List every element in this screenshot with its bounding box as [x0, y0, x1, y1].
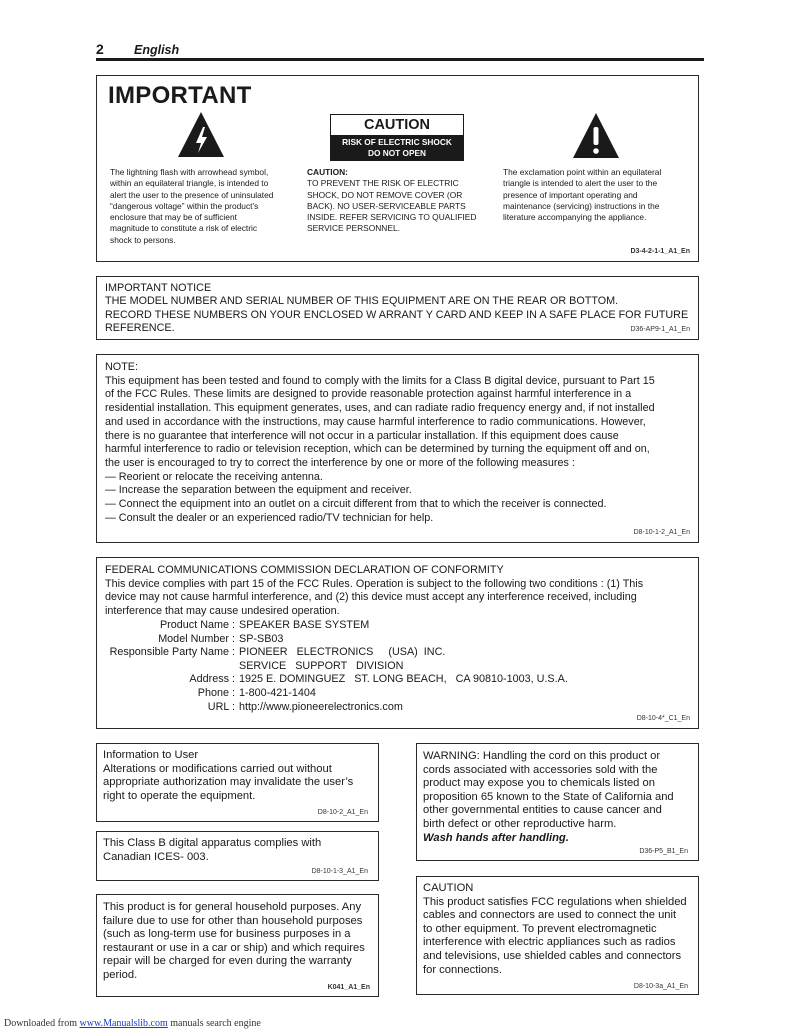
- doc-code: D8-10-3a_A1_En: [633, 983, 688, 990]
- doc-code: D8-10-1-2_A1_En: [633, 529, 690, 536]
- warning-box: [416, 743, 699, 861]
- fcc-declaration-intro: FEDERAL COMMUNICATIONS COMMISSION DECLARATION OF CONFORMITY This device complies with part 15 of the FCC Rules. Operation is subject to the following two conditions : (1) This device may not cause harmful interference, and (2) this device must accept any interference received, including interference that may cause undesired operation.: [105, 564, 644, 617]
- important-notice-box: [96, 276, 699, 340]
- fcc-row: [97, 701, 697, 715]
- fcc-row-label: URL :: [207, 700, 235, 713]
- fcc-row-value: http://www.pioneerelectronics.com: [239, 700, 403, 713]
- fcc-row-label: Phone :: [197, 686, 235, 699]
- household-purpose-text: This product is for general household purposes. Any failure due to use for other than household purposes (such as long-term use for business purposes in a restaurant or use in a car or ship) and which requires repair will be charged for even during the warranty period.: [103, 901, 365, 981]
- fcc-row-value: SERVICE SUPPORT DIVISION: [239, 659, 404, 672]
- footer-prefix: Downloaded from: [4, 1018, 78, 1029]
- information-to-user-text: Information to User Alterations or modifications carried out without appropriate authorization may invalidate the user’s right to operate the equipment.: [103, 749, 354, 802]
- download-footer: [4, 1018, 261, 1029]
- caution-heading: CAUTION: [363, 117, 431, 133]
- warning-text: WARNING: Handling the cord on this product or cords associated with accessories sold with the product may expose you to chemicals listed on proposition 65 known to the State of California and other governmental entities to cause cancer and birth defect or other reproductive harm.: [423, 750, 674, 830]
- class-b-box: [96, 831, 379, 881]
- fcc-row: [97, 633, 697, 647]
- fcc-row-label: Product Name :: [159, 619, 235, 631]
- warning-emphasis: Wash hands after handling.: [423, 832, 569, 844]
- fcc-row: [97, 646, 697, 660]
- important-notice-text: IMPORTANT NOTICE THE MODEL NUMBER AND SERIAL NUMBER OF THIS EQUIPMENT ARE ON THE REAR OR BOTTOM. RECORD THESE NUMBERS ON YOUR ENCLOSED W ARRANT Y CARD AND KEEP IN A SAFE PLACE FOR FUTURE REFERENCE.: [105, 282, 689, 335]
- doc-code: D8-10-2_A1_En: [317, 809, 368, 816]
- fcc-note-box: [96, 354, 699, 543]
- manualslib-link[interactable]: www.Manualslib.com: [79, 1018, 168, 1029]
- household-purpose-box: [96, 894, 379, 997]
- fcc-row-label: Model Number :: [158, 632, 235, 645]
- class-b-text: This Class B digital apparatus complies with Canadian ICES- 003.: [103, 837, 322, 863]
- lightning-description: The lightning flash with arrowhead symbol, within an equilateral triangle, is intended to alert the user to the presence of uninsulated “dangerous voltage” within the product’s enclosure that may be of sufficient magnitude to constitute a risk of electric shock to persons.: [110, 167, 274, 245]
- shielded-cable-caution-box: [416, 876, 699, 995]
- header-rule: [96, 58, 704, 61]
- fcc-row-label: Responsible Party Name :: [109, 646, 235, 659]
- footer-suffix: manuals search engine: [170, 1018, 261, 1029]
- lightning-warning-icon: [176, 110, 226, 160]
- caution-text: TO PREVENT THE RISK OF ELECTRIC SHOCK, DO NOT REMOVE COVER (OR BACK). NO USER-SERVICEABLE PARTS INSIDE. REFER SERVICING TO QUALIFIED SERVICE PERSONNEL.: [307, 178, 477, 234]
- doc-code: K041_A1_En: [327, 984, 370, 991]
- shielded-cable-caution-text: CAUTION This product satisfies FCC regulations when shielded cables and connectors are used to connect the unit to other equipment. To prevent electromagnetic interference with electric appliances such as radios and televisions, use shielded cables and connectors for connections.: [423, 882, 687, 976]
- fcc-row-label: [97, 660, 239, 674]
- caution-description: [307, 167, 507, 235]
- fcc-row-value: SPEAKER BASE SYSTEM: [239, 619, 370, 631]
- doc-code: D3-4-2-1-1_A1_En: [630, 248, 690, 255]
- page-number: 2: [96, 41, 104, 57]
- doc-code: D36-P5_B1_En: [639, 848, 688, 855]
- fcc-row-value: SP-SB03: [239, 632, 284, 645]
- fcc-row-value: PIONEER ELECTRONICS (USA) INC.: [239, 646, 446, 659]
- fcc-row: [97, 687, 697, 701]
- fcc-declaration-table: [97, 619, 697, 714]
- important-title: IMPORTANT: [108, 82, 252, 109]
- fcc-row-value: 1925 E. DOMINGUEZ ST. LONG BEACH, CA 90810-1003, U.S.A.: [239, 673, 568, 686]
- caution-label: CAUTION:: [307, 167, 348, 177]
- caution-panel: [330, 114, 464, 161]
- fcc-row: [97, 619, 697, 633]
- information-to-user-box: [96, 743, 379, 822]
- doc-code: D8-10-4*_C1_En: [636, 715, 690, 722]
- fcc-row-value: 1-800-421-1404: [239, 686, 316, 699]
- language-label: English: [134, 43, 180, 57]
- fcc-note-text: NOTE: This equipment has been tested and found to comply with the limits for a Class B digital device, pursuant to Part 15 of the FCC Rules. These limits are designed to provide reasonable protection against harmful interference in a residential installation. This equipment generates, uses, and can radiate radio frequency energy and, if not installed and used in accordance with the instructions, may cause harmful interference to radio communications. However, there is no guarantee that interference will not occur in a particular installation. If this equipment does cause harmful interference to radio or television reception, which can be determined by turning the equipment off and on, the user is encouraged to try to correct the interference by one or more of the following measures : — Reorient or relocate the receiving antenna. — Increase the separation between the equipment and receiver. — Connect the equipment into an outlet on a circuit different from that to which the receiver is connected. — Consult the dealer or an experienced radio/TV technician for help.: [105, 361, 655, 524]
- caution-subheading: RISK OF ELECTRIC SHOCK DO NOT OPEN: [331, 135, 463, 160]
- important-box: [96, 75, 699, 262]
- exclamation-warning-icon: [571, 112, 621, 160]
- doc-code: D8-10-1-3_A1_En: [311, 868, 368, 875]
- fcc-row-label: Address :: [189, 673, 235, 686]
- fcc-row: [97, 673, 697, 687]
- fcc-declaration-box: [96, 557, 699, 729]
- exclamation-description: The exclamation point within an equilateral triangle is intended to alert the user to the presence of important operating and maintenance (servicing) instructions in the literature accompanying the appliance.: [503, 167, 662, 223]
- fcc-row: [97, 660, 697, 674]
- doc-code: D36-AP9-1_A1_En: [630, 326, 690, 333]
